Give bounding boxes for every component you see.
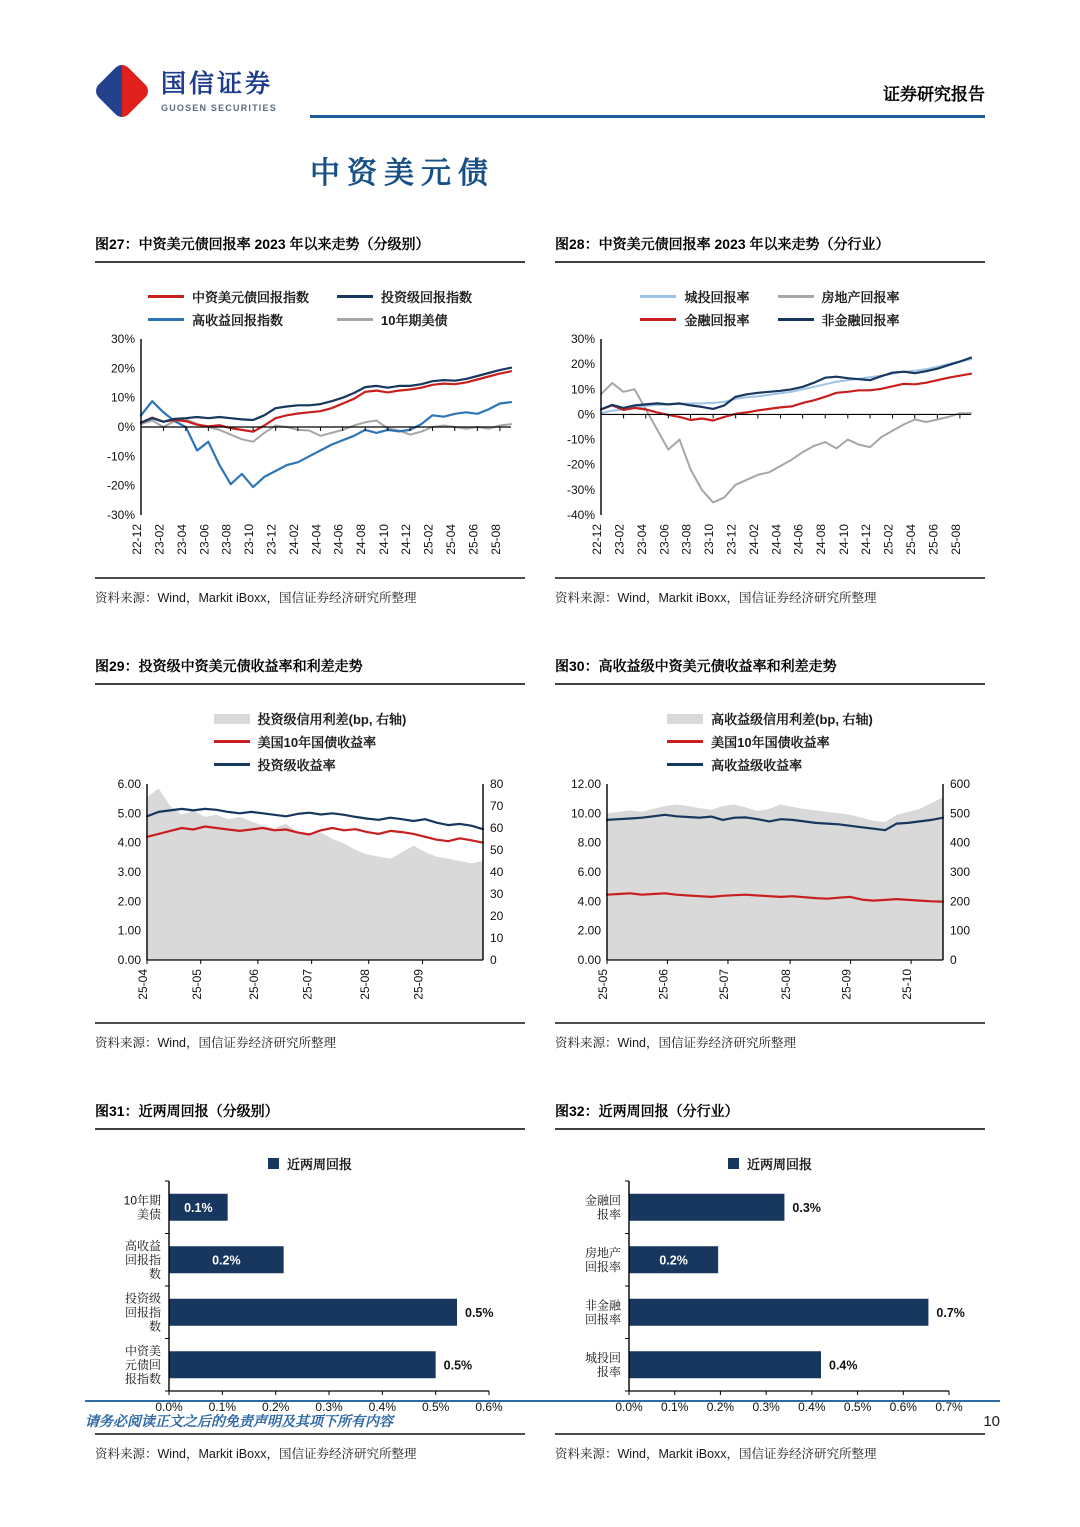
svg-text:70: 70	[490, 799, 504, 813]
svg-text:非金融回报率: 非金融回报率	[584, 1298, 621, 1327]
chart-legend	[95, 287, 525, 329]
svg-text:-40%: -40%	[566, 508, 595, 522]
svg-text:0.3%: 0.3%	[315, 1400, 343, 1414]
svg-text:6.00: 6.00	[577, 865, 601, 879]
legend-swatch	[148, 318, 184, 321]
page-header	[95, 0, 985, 113]
figure-source: 资料来源：Wind，Markit iBoxx，国信证券经济研究所整理	[95, 1433, 525, 1462]
legend-label: 10年期美债	[381, 313, 448, 328]
svg-text:0.6%: 0.6%	[475, 1400, 503, 1414]
figure-28	[555, 220, 985, 606]
logo-name-cn: 国信证券	[161, 70, 274, 98]
svg-text:0.5%: 0.5%	[843, 1400, 872, 1414]
legend-swatch	[778, 318, 814, 321]
figure-source: 资料来源：Wind，Markit iBoxx，国信证券经济研究所整理	[95, 577, 525, 606]
line-chart-returns-by-grade	[95, 331, 525, 571]
svg-text:22-12: 22-12	[130, 524, 144, 555]
svg-text:2.00: 2.00	[117, 894, 141, 909]
legend-swatch	[214, 763, 250, 766]
svg-text:0.3%: 0.3%	[752, 1400, 780, 1414]
svg-text:-20%: -20%	[566, 457, 595, 472]
svg-text:25-06: 25-06	[246, 969, 261, 1000]
svg-text:23-02: 23-02	[612, 524, 627, 555]
legend-item	[778, 287, 900, 306]
svg-text:23-04: 23-04	[174, 524, 189, 555]
legend-label: 中资美元债回报指数	[191, 290, 309, 305]
svg-text:24-04: 24-04	[309, 524, 324, 555]
svg-text:20%: 20%	[110, 361, 135, 376]
svg-text:24-08: 24-08	[814, 524, 829, 555]
svg-text:0.6%: 0.6%	[889, 1400, 917, 1414]
legend-swatch	[148, 295, 184, 298]
legend-item	[667, 755, 802, 774]
svg-text:0.1%: 0.1%	[184, 1200, 213, 1215]
svg-text:25-06: 25-06	[926, 524, 941, 555]
svg-text:25-06: 25-06	[656, 969, 671, 1000]
svg-text:600: 600	[950, 777, 971, 791]
svg-text:2.00: 2.00	[577, 923, 601, 938]
svg-text:-20%: -20%	[106, 478, 135, 493]
svg-text:24-10: 24-10	[836, 524, 851, 555]
figure-source: 资料来源：Wind，Markit iBoxx，国信证券经济研究所整理	[555, 1433, 985, 1462]
svg-text:0.5%: 0.5%	[465, 1305, 494, 1320]
legend-item	[214, 755, 336, 774]
svg-text:25-07: 25-07	[716, 969, 731, 1000]
svg-text:10.00: 10.00	[570, 806, 601, 821]
svg-text:-10%: -10%	[106, 449, 135, 464]
svg-text:0.00: 0.00	[117, 953, 141, 967]
legend-item	[337, 310, 447, 329]
bar-chart-two-week-return-by-grade	[95, 1175, 525, 1427]
svg-text:24-02: 24-02	[286, 524, 301, 555]
legend-swatch	[640, 318, 676, 321]
svg-text:房地产回报率: 房地产回报率	[584, 1245, 621, 1274]
svg-text:20: 20	[490, 909, 504, 923]
svg-text:0.2%: 0.2%	[212, 1253, 241, 1268]
legend-item	[667, 709, 873, 728]
svg-text:23-04: 23-04	[634, 524, 649, 555]
svg-text:0.0%: 0.0%	[155, 1400, 183, 1414]
svg-text:25-04: 25-04	[136, 969, 150, 1000]
figure-title: 图30：高收益级中资美元债收益率和利差走势	[555, 656, 985, 685]
legend-swatch	[667, 740, 703, 743]
svg-text:高收益回报指数: 高收益回报指数	[124, 1238, 161, 1281]
legend-item	[337, 287, 472, 306]
svg-text:24-12: 24-12	[858, 524, 873, 555]
legend-label: 高收益级收益率	[711, 758, 803, 773]
legend-label: 高收益级信用利差(bp, 右轴)	[711, 712, 873, 727]
svg-text:10%: 10%	[110, 390, 135, 405]
svg-text:4.00: 4.00	[117, 835, 141, 850]
svg-text:25-05: 25-05	[596, 969, 610, 1000]
svg-text:25-08: 25-08	[488, 524, 503, 555]
svg-text:30%: 30%	[110, 332, 135, 346]
chart-legend	[95, 1154, 525, 1173]
svg-text:0%: 0%	[117, 420, 135, 434]
legend-swatch	[214, 740, 250, 743]
svg-text:40: 40	[490, 865, 504, 879]
svg-text:24-12: 24-12	[398, 524, 413, 555]
svg-text:25-04: 25-04	[903, 524, 918, 555]
svg-text:23-10: 23-10	[702, 524, 717, 555]
legend-label: 投资级收益率	[257, 758, 336, 773]
line-chart-ig-yield-spread	[95, 776, 525, 1016]
svg-text:-10%: -10%	[566, 432, 595, 447]
legend-label: 房地产回报率	[821, 290, 900, 305]
svg-text:24-06: 24-06	[791, 524, 806, 555]
figure-source: 资料来源：Wind，国信证券经济研究所整理	[95, 1022, 525, 1051]
svg-text:中资美元债回报指数: 中资美元债回报指数	[124, 1343, 161, 1386]
legend-label: 近两周回报	[286, 1157, 352, 1172]
legend-label: 投资级信用利差(bp, 右轴)	[257, 712, 407, 727]
guosen-logo-icon	[92, 61, 151, 120]
svg-text:6.00: 6.00	[117, 777, 141, 791]
legend-label: 美国10年国债收益率	[257, 735, 377, 750]
legend-item	[148, 310, 283, 329]
svg-text:0.7%: 0.7%	[935, 1400, 963, 1414]
svg-text:23-06: 23-06	[197, 524, 212, 555]
svg-text:0.4%: 0.4%	[798, 1400, 826, 1414]
svg-text:100: 100	[950, 923, 971, 938]
svg-text:24-10: 24-10	[376, 524, 391, 555]
legend-label: 非金融回报率	[821, 313, 900, 328]
report-type-label: 证券研究报告	[883, 85, 985, 104]
page-number: 10	[983, 1413, 1000, 1430]
svg-text:0.00: 0.00	[577, 953, 601, 967]
svg-text:50: 50	[490, 843, 504, 857]
svg-text:-30%: -30%	[106, 508, 135, 522]
legend-swatch	[337, 295, 373, 298]
svg-text:25-10: 25-10	[900, 969, 915, 1000]
legend-swatch	[337, 318, 373, 321]
svg-text:25-08: 25-08	[779, 969, 794, 1000]
chart-legend	[555, 1154, 985, 1173]
legend-swatch	[214, 714, 250, 724]
legend-item	[214, 709, 407, 728]
svg-text:23-06: 23-06	[657, 524, 672, 555]
svg-text:10%: 10%	[570, 382, 595, 397]
svg-text:25-08: 25-08	[948, 524, 963, 555]
svg-text:25-05: 25-05	[189, 969, 204, 1000]
legend-item	[728, 1154, 812, 1173]
svg-text:0.4%: 0.4%	[368, 1400, 397, 1414]
svg-text:400: 400	[950, 835, 971, 850]
page-title: 中资美元债	[310, 157, 495, 190]
svg-text:0.2%: 0.2%	[706, 1400, 735, 1414]
svg-text:25-04: 25-04	[443, 524, 458, 555]
svg-text:24-04: 24-04	[769, 524, 784, 555]
svg-text:30%: 30%	[570, 332, 595, 346]
legend-label: 美国10年国债收益率	[711, 735, 830, 750]
legend-label: 高收益回报指数	[191, 313, 283, 328]
figure-grid	[95, 220, 985, 1498]
svg-text:0.3%: 0.3%	[792, 1200, 821, 1215]
legend-swatch	[778, 295, 814, 298]
svg-text:22-12: 22-12	[590, 524, 604, 555]
svg-text:200: 200	[950, 894, 971, 909]
svg-text:0.1%: 0.1%	[208, 1400, 237, 1414]
svg-text:0.1%: 0.1%	[661, 1400, 689, 1414]
svg-text:0.5%: 0.5%	[443, 1358, 473, 1373]
svg-text:23-10: 23-10	[242, 524, 257, 555]
disclaimer-text: 请务必阅读正文之后的免责声明及其项下所有内容	[85, 1413, 393, 1429]
guosen-logo	[95, 64, 277, 113]
svg-text:0.7%: 0.7%	[936, 1305, 965, 1320]
svg-text:金融回报率: 金融回报率	[584, 1193, 621, 1222]
svg-text:0: 0	[950, 953, 957, 967]
figure-source: 资料来源：Wind，Markit iBoxx，国信证券经济研究所整理	[555, 577, 985, 606]
figure-title: 图29：投资级中资美元债收益率和利差走势	[95, 656, 525, 685]
svg-text:25-09: 25-09	[411, 969, 426, 1000]
legend-label: 投资级回报指数	[381, 290, 473, 305]
chart-legend	[555, 709, 985, 774]
svg-text:-30%: -30%	[566, 482, 595, 497]
figure-30	[555, 642, 985, 1051]
header-divider	[310, 115, 985, 118]
svg-text:4.00: 4.00	[577, 894, 601, 909]
svg-text:20%: 20%	[570, 357, 595, 372]
legend-label: 金融回报率	[684, 313, 750, 328]
chart-legend	[95, 709, 525, 774]
svg-text:23-12: 23-12	[724, 524, 739, 555]
svg-text:0.4%: 0.4%	[829, 1358, 858, 1373]
svg-text:23-08: 23-08	[219, 524, 234, 555]
logo-name-en: GUOSEN SECURITIES	[161, 103, 277, 113]
line-chart-hy-yield-spread	[555, 776, 985, 1016]
legend-item	[667, 732, 829, 751]
legend-item	[640, 310, 749, 329]
legend-label: 城投回报率	[684, 290, 750, 305]
figure-source: 资料来源：Wind，国信证券经济研究所整理	[555, 1022, 985, 1051]
svg-text:10: 10	[490, 931, 504, 945]
svg-text:3.00: 3.00	[117, 865, 141, 879]
legend-item	[268, 1154, 352, 1173]
svg-text:80: 80	[490, 777, 504, 791]
svg-text:0.2%: 0.2%	[261, 1400, 290, 1414]
legend-swatch	[728, 1158, 739, 1169]
legend-item	[778, 310, 900, 329]
svg-text:24-08: 24-08	[354, 524, 369, 555]
svg-text:23-12: 23-12	[264, 524, 279, 555]
legend-swatch	[268, 1158, 279, 1169]
figure-title: 图32：近两周回报（分行业）	[555, 1101, 985, 1130]
svg-text:0.2%: 0.2%	[659, 1253, 688, 1268]
svg-text:24-02: 24-02	[746, 524, 761, 555]
legend-swatch	[640, 295, 676, 298]
figure-29	[95, 642, 525, 1051]
legend-swatch	[667, 714, 703, 724]
svg-text:24-06: 24-06	[331, 524, 346, 555]
svg-text:23-02: 23-02	[152, 524, 167, 555]
svg-text:60: 60	[490, 821, 504, 835]
figure-title: 图28：中资美元债回报率 2023 年以来走势（分行业）	[555, 234, 985, 263]
bar-chart-two-week-return-by-sector	[555, 1175, 985, 1427]
figure-title: 图27：中资美元债回报率 2023 年以来走势（分级别）	[95, 234, 525, 263]
svg-text:23-08: 23-08	[679, 524, 694, 555]
svg-text:5.00: 5.00	[117, 806, 141, 821]
legend-label: 近两周回报	[746, 1157, 812, 1172]
line-chart-returns-by-sector	[555, 331, 985, 571]
svg-text:0.0%: 0.0%	[615, 1400, 643, 1414]
svg-text:25-02: 25-02	[421, 524, 436, 555]
svg-text:0%: 0%	[577, 407, 595, 422]
svg-text:1.00: 1.00	[117, 923, 141, 938]
svg-text:城投回报率: 城投回报率	[584, 1350, 621, 1379]
figure-27	[95, 220, 525, 606]
svg-text:500: 500	[950, 806, 971, 821]
legend-swatch	[667, 763, 703, 766]
page-footer	[85, 1400, 1000, 1431]
svg-text:300: 300	[950, 865, 971, 879]
legend-item	[640, 287, 749, 306]
svg-text:25-08: 25-08	[357, 969, 372, 1000]
svg-text:25-06: 25-06	[466, 524, 481, 555]
svg-text:25-09: 25-09	[839, 969, 854, 1000]
svg-text:12.00: 12.00	[570, 777, 601, 791]
svg-text:25-02: 25-02	[881, 524, 896, 555]
svg-text:8.00: 8.00	[577, 835, 601, 850]
legend-item	[148, 287, 309, 306]
svg-text:0.5%: 0.5%	[421, 1400, 450, 1414]
svg-text:0: 0	[490, 953, 497, 967]
chart-legend	[555, 287, 985, 329]
figure-title: 图31：近两周回报（分级别）	[95, 1101, 525, 1130]
svg-text:30: 30	[490, 887, 504, 901]
legend-item	[214, 732, 376, 751]
svg-text:投资级回报指数: 投资级回报指数	[124, 1291, 161, 1334]
svg-text:10年期美债: 10年期美债	[123, 1193, 161, 1222]
svg-text:25-07: 25-07	[300, 969, 315, 1000]
